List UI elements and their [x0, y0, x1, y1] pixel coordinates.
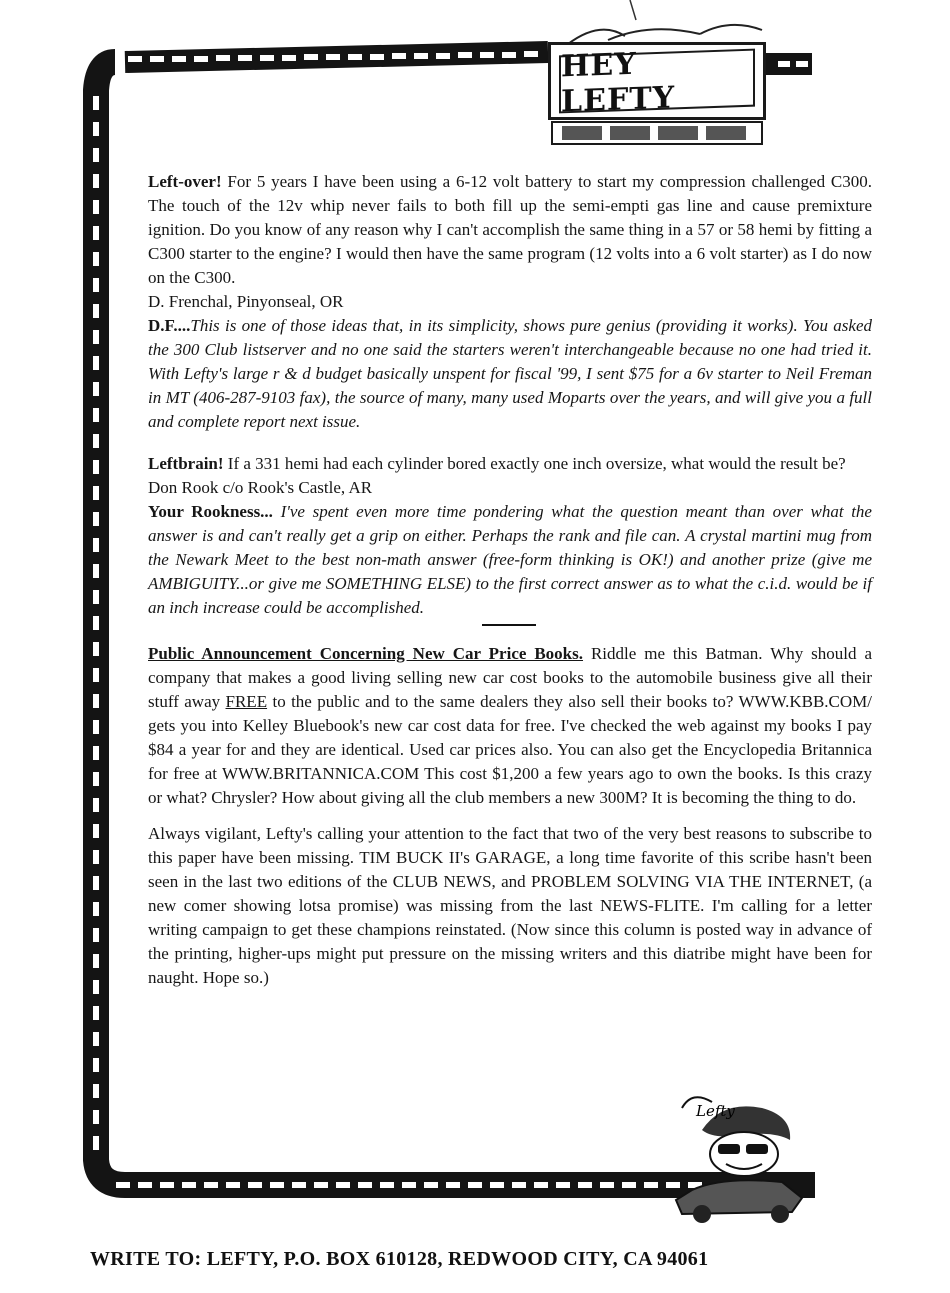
letter-leftover [148, 170, 872, 290]
frame-perforations-left [93, 96, 99, 1150]
letter2-lead: Leftbrain! [148, 454, 224, 473]
letter2-signature: Don Rook c/o Rook's Castle, AR [148, 478, 373, 497]
reply-rookness [148, 500, 872, 620]
reply2-lead: Your Rookness... [148, 502, 273, 521]
reply-lead: D.F.... [148, 316, 191, 335]
letter-lead: Left-over! [148, 172, 222, 191]
announcement-text-b: to the public and to the same dealers they also sell their books to? WWW.KBB.COM/ gets you into Kelley Bluebook's new car cost data for free. I've checked the web against my books I pay $84 a year for and they are identical. Used car prices also. You can also get the Encyclopedia Britannica for free at WWW.BRITANNICA.COM This cost $1,200 a few years ago to own the books. Is this crazy or what? Chrysler? How about giving all the club members a new 300M? It is becoming the thing to do. [148, 692, 872, 807]
mailing-address: WRITE TO: LEFTY, P.O. BOX 610128, REDWOOD CITY, CA 94061 [90, 1248, 709, 1270]
closing-paragraph: Always vigilant, Lefty's calling your attention to the fact that two of the very best reasons to subscribe to this paper have been missing. TIM BUCK II's GARAGE, a long time favorite of this scribe hasn't been seen in the last two editions of the CLUB NEWS, and PROBLEM SOLVING VIA THE INTERNET, (a new comer showing lotsa promise) was missing from the last NEWS-FLITE. I'm calling for a letter writing campaign to get these champions reinstated. (Now since this column is posted way in advance of the printing, higher-ups might put pressure on the missing writers and this diatribe might have been for naught. Hope so.) [148, 824, 872, 987]
announcement [148, 642, 872, 810]
lefty-signature: Lefty [696, 1102, 735, 1120]
lefty-cartoon-icon [662, 1090, 812, 1230]
letter2-text: If a 331 hemi had each cylinder bored exactly one inch oversize, what would the result be? [223, 454, 846, 473]
hey-lefty-sign [548, 42, 766, 120]
letter-leftbrain [148, 452, 872, 476]
reply-df [148, 314, 872, 434]
announcement-heading: Public Announcement Concerning New Car Price Books. [148, 644, 584, 663]
column-body [148, 170, 872, 990]
letter-signature: D. Frenchal, Pinyonseal, OR [148, 292, 344, 311]
section-divider [482, 624, 536, 626]
reply-text: This is one of those ideas that, in its simplicity, shows pure genius (providing it works). You asked the 300 Club listserver and no one said the starters weren't interchangeable because no one had tried it. With Lefty's large r & d budget basically unspent for fiscal '99, I sent $75 for a 6v starter to Neil Freman in MT (406-287-9103 fax), the source of many, many used Moparts over the years, and will give you a full and complete report next issue. [148, 316, 872, 431]
letter-text: For 5 years I have been using a 6-12 volt battery to start my compression challenged C300. The touch of the 12v whip never fails to both fill up the semi-empti gas line and cause premixture ignition. Do you know of any reason why I can't accomplish the same thing in a 57 or 58 hemi by fitting a C300 starter to the engine? I would then have the same program (12 volts into a 6 volt starter) as I do now on the C300. [148, 172, 872, 287]
announcement-free: FREE [225, 692, 268, 711]
sign-title: HEY LEFTY [559, 49, 755, 114]
sign-base-icon [548, 118, 766, 150]
announcement-text-a: Riddle me this Batman. Why should a company that makes a good living selling new car cost books to the automobile business give all their stuff away [148, 644, 872, 711]
reply2-text: I've spent even more time pondering what the question meant than over what the answer is and can't really get a grip on either. Perhaps the rank and file can. A crystal martini mug from the Newark Meet to the best non-math answer (free-form thinking is OK!) and another prize (give me AMBIGUITY...or give me SOMETHING ELSE) to the first correct answer as to what the c.i.d. would be if an inch increase could be accomplished. [148, 502, 872, 617]
